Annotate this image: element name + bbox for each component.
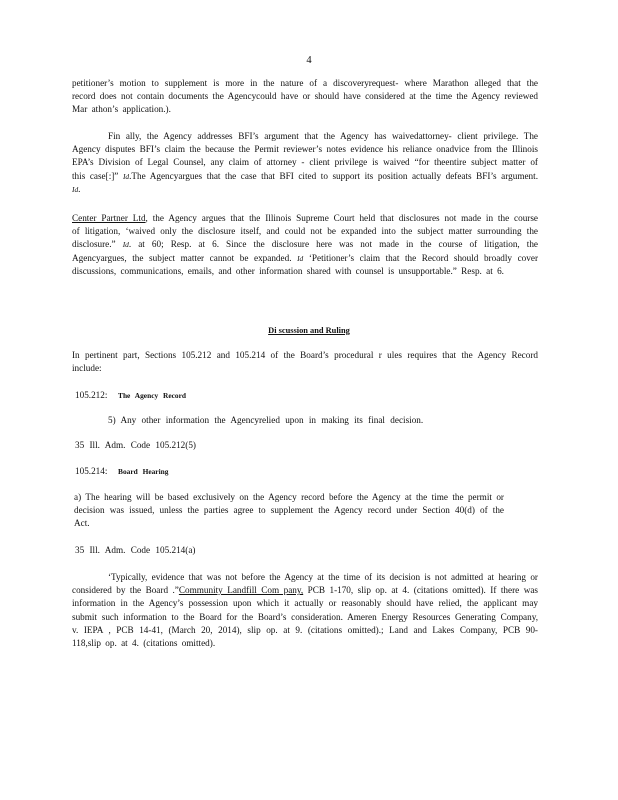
section-number: 105.212: [75,390,108,400]
section-105-212 [75,389,186,402]
section-number: 105.214: [75,466,108,476]
id-citation: Id [122,171,130,181]
section-heading: Di scussion and Ruling [268,326,350,335]
case-name: Center Partner Ltd [72,213,146,223]
paragraph-text-b: PCB 1-170, slip op. at 4. (citations omitted). If there was information in the Agency’s possession upon which it actually or reasonably should have relied, the applicant may submit such information to the Board for the Board’s consideration. Ameren Energy Resources Generating Company, v. IEPA , PCB 14-41, (March 20, 2014), slip op. at 9. (citations omitted).; Land and Lakes Company, PCB 90-118,slip op. at 4. (citations omitted). [72,585,538,649]
paragraph-text [72,212,538,278]
item-5: 5) Any other information the Agencyrelied upon in making its final decision. [108,415,424,425]
paragraph-text-a: Fin ally, the Agency addresses BFI’s argument that the Agency has waivedattorney- client privilege. The Agency disputes BFI’s claim the because the Permit reviewer’s notes evidence his reliance onadvice from the Illinois EPA’s Division of Legal Counsel, any claim of attorney - client privilege is waived “for theentire subject matter of this case[:]” [72,131,538,181]
paragraph-text: petitioner’s motion to supplement is more in the nature of a discoveryrequest- where Marathon alleged that the record does not contain documents the Agencycould have or should have considered at the time the Agency reviewed Mar athon’s application.). [72,78,538,115]
paragraph-text-b: . at 60; Resp. at 6. Since the disclosure here was not made in the course of litigation, the Agencyargues, the subject matter cannot be expanded. [72,239,539,263]
paragraph-sections [72,349,538,375]
case-name: Community Landfill Com pany, [178,585,304,596]
paragraph-typically [72,571,538,650]
paragraph-text: a) The hearing will be based exclusively on the Agency record before the Agency at the time the permit or decision was issued, unless the parties agree to supplement the Agency record under Section 40(d) of the Act. [74,492,504,529]
paragraph-end: . [78,183,81,194]
paragraph-waiver [72,130,538,196]
id-citation: Id [122,240,129,250]
paragraph-text-b: .The Agencyargues that the case that BFI cited to support its position actually defeats BFI’s argument. [129,170,538,181]
section-title: The Agency Record [118,391,187,400]
citation-105-212: 35 Ill. Adm. Code 105.212(5) [75,440,196,450]
paragraph-text: In pertinent part, Sections 105.212 and 105.214 of the Board’s procedural r ules requires that the Agency Record include: [72,350,538,374]
item-a [74,491,504,531]
paragraph-text [72,130,538,196]
section-title: Board Hearing [118,467,169,476]
paragraph-center-partners [72,212,538,278]
paragraph-marathon [72,77,538,117]
page-number: 4 [306,55,312,66]
paragraph-text-c: ‘Petitioner’s claim that the Record should broadly cover discussions, communications, emails, and other information shared with counsel is unsupportable.” Resp. at 6. [72,252,538,276]
paragraph-text-a: ‘Typically, evidence that was not before the Agency at the time of its decision is not admitted at hearing or considered by the Board .” [72,572,538,596]
id-citation: Id [72,184,79,194]
section-105-214 [75,465,168,478]
citation-105-214: 35 Ill. Adm. Code 105.214(a) [75,545,196,555]
id-citation: Id [297,253,304,263]
paragraph-text [72,571,538,650]
paragraph-text-a: , the Agency argues that the Illinois Supreme Court held that disclosures not made in the course of litigation, ‘waived only the disclosure itself, and could not be expanded into the subject matter surrounding the disclosure.” [72,213,538,250]
